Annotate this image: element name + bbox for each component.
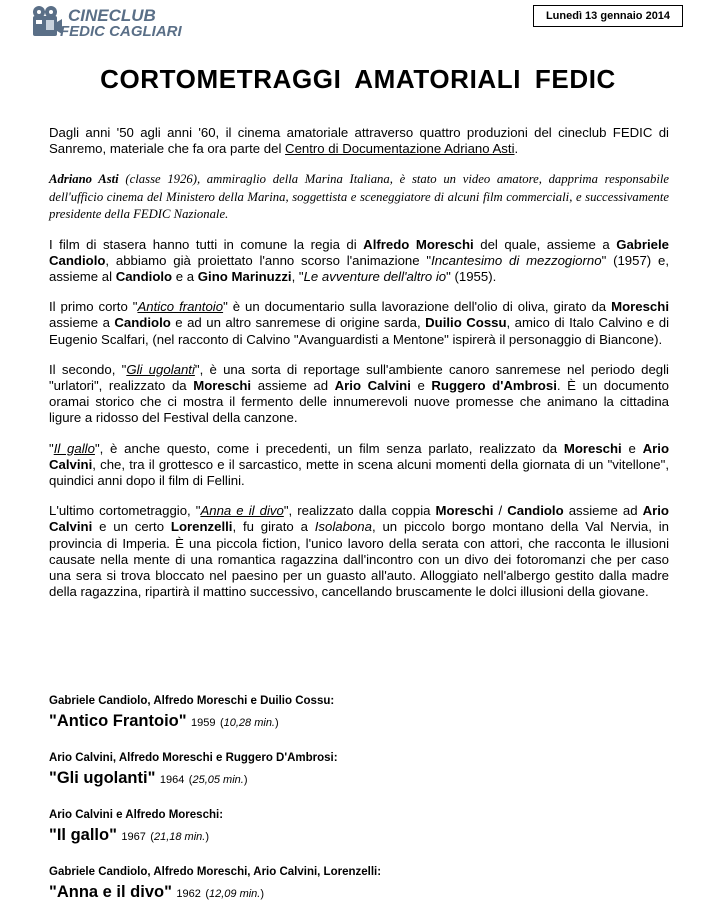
logo-text-bottom: FEDIC CAGLIARI: [60, 23, 182, 40]
film-title: "Gli ugolanti": [49, 769, 156, 787]
film-duration: 10,28 min.: [223, 717, 275, 729]
film-authors: Ario Calvini e Alfredo Moreschi:: [49, 809, 224, 821]
film-title: "Antico Frantoio": [49, 712, 187, 730]
film-credit-item: Ario Calvini, Alfredo Moreschi e Ruggero D'Ambrosi: "Gli ugolanti" 1964 (25,05 min.): [49, 751, 669, 792]
film-authors: Gabriele Candiolo, Alfredo Moreschi e Duilio Cossu:: [49, 695, 335, 707]
film-year: 1964: [159, 774, 185, 786]
film-reel-icon: [30, 4, 62, 40]
film-authors: Ario Calvini, Alfredo Moreschi e Ruggero D'Ambrosi:: [49, 752, 338, 764]
article-body: [49, 125, 669, 614]
date-text: Lunedì 13 gennaio 2014: [545, 10, 671, 22]
paragraph-antico-frantoio: Il primo corto "Antico frantoio" è un documentario sulla lavorazione dell'olio di oliva, girato da Moreschi assieme a Candiolo e ad un altro sanremese di origine sarda, Duilio Cossu, amico di Italo Calvino e di Eugenio Scalfari, (nel racconto di Calvino "Avanguardisti a Mentone" ispirerà il personaggio di Biancone).: [49, 299, 669, 347]
film-duration: 21,18 min.: [153, 831, 206, 843]
film-credit-item: Gabriele Candiolo, Alfredo Moreschi, Ario Calvini, Lorenzelli: "Anna e il divo" 1962 (12,09 min.): [49, 865, 669, 906]
film-authors: Gabriele Candiolo, Alfredo Moreschi, Ario Calvini, Lorenzelli:: [49, 866, 382, 878]
film-duration: 12,09 min.: [208, 888, 261, 900]
paragraph-gli-ugolanti: Il secondo, "Gli ugolanti", è una sorta di reportage sull'ambiente canoro sanremese nel periodo degli "urlatori", realizzato da Moreschi assieme ad Ario Calvini e Ruggero d'Ambrosi. È un documento oramai storico che ci mostra il fermento delle innumerevoli nuove promesse che animano la cittadina ligure a ridosso del Festival della canzone.: [49, 361, 669, 426]
paragraph-adriano-asti: Adriano Asti (classe 1926), ammiraglio della Marina Italiana, è stato un video amatore, dapprima responsabile dell'ufficio cinema del Ministero della Marina, soggettista e sceneggiatore di alcuni film commerciali, e successivamente presidente della FEDIC Nazionale.: [49, 172, 669, 222]
film-title: "Anna e il divo": [49, 883, 172, 901]
film-year: 1967: [121, 831, 146, 843]
film-year: 1959: [191, 717, 216, 729]
paragraph-il-gallo: "Il gallo", è anche questo, come i precedenti, un film senza parlato, realizzato da Moreschi e Ario Calvini, che, tra il grottesco e il sarcastico, mette in scena alcuni momenti della giornata di un "vitellone", quindici anni dopo il film di Fellini.: [49, 440, 670, 489]
film-year: 1962: [176, 888, 201, 900]
logo-text-top: CINECLUB: [68, 6, 156, 25]
page-title: CORTOMETRAGGI AMATORIALI FEDIC: [100, 64, 616, 94]
documentation-center-link[interactable]: Centro di Documentazione Adriano Asti: [285, 141, 515, 157]
film-credit-item: Ario Calvini e Alfredo Moreschi: "Il gallo" 1967 (21,18 min.): [49, 808, 669, 849]
film-credits-list: [49, 694, 669, 906]
film-title: "Il gallo": [49, 826, 117, 844]
paragraph-intro: Dagli anni '50 agli anni '60, il cinema amatoriale attraverso quattro produzioni del cineclub FEDIC di Sanremo, materiale che fa ora parte del Centro di Documentazione Adriano Asti.: [49, 125, 669, 157]
film-credit-item: Gabriele Candiolo, Alfredo Moreschi e Duilio Cossu: "Antico Frantoio" 1959 (10,28 min.): [49, 694, 669, 735]
film-duration: 25,05 min.: [192, 774, 244, 786]
paragraph-directors: I film di stasera hanno tutti in comune la regia di Alfredo Moreschi del quale, assieme a Gabriele Candiolo, abbiamo già proiettato l'anno scorso l'animazione "Incantesimo di mezzogiorno" (1957) e, assieme al Candiolo e a Gino Marinuzzi, "Le avventure dell'altro io" (1955).: [49, 236, 669, 285]
paragraph-anna-e-il-divo: L'ultimo cortometraggio, "Anna e il divo", realizzato dalla coppia Moreschi / Candiolo assieme ad Ario Calvini e un certo Lorenzelli, fu girato a Isolabona, un piccolo borgo montano della Val Nervia, in provincia di Imperia. È una piccola fiction, l'unico lavoro della serata con attori, che racconta le illusioni causate nella mente di una romantica ragazzina dall'incontro con un divo dei fotoromanzi che per caso una sera si trova bloccato nel paesino per un guasto all'auto. Alloggiato nell'albergo gestito dalla madre della ragazzina, ripartirà il mattino successivo, cancellando bruscamente le dolci illusioni della giovane.: [49, 503, 669, 600]
cineclub-logo: [30, 4, 180, 40]
date-box: [533, 5, 683, 27]
